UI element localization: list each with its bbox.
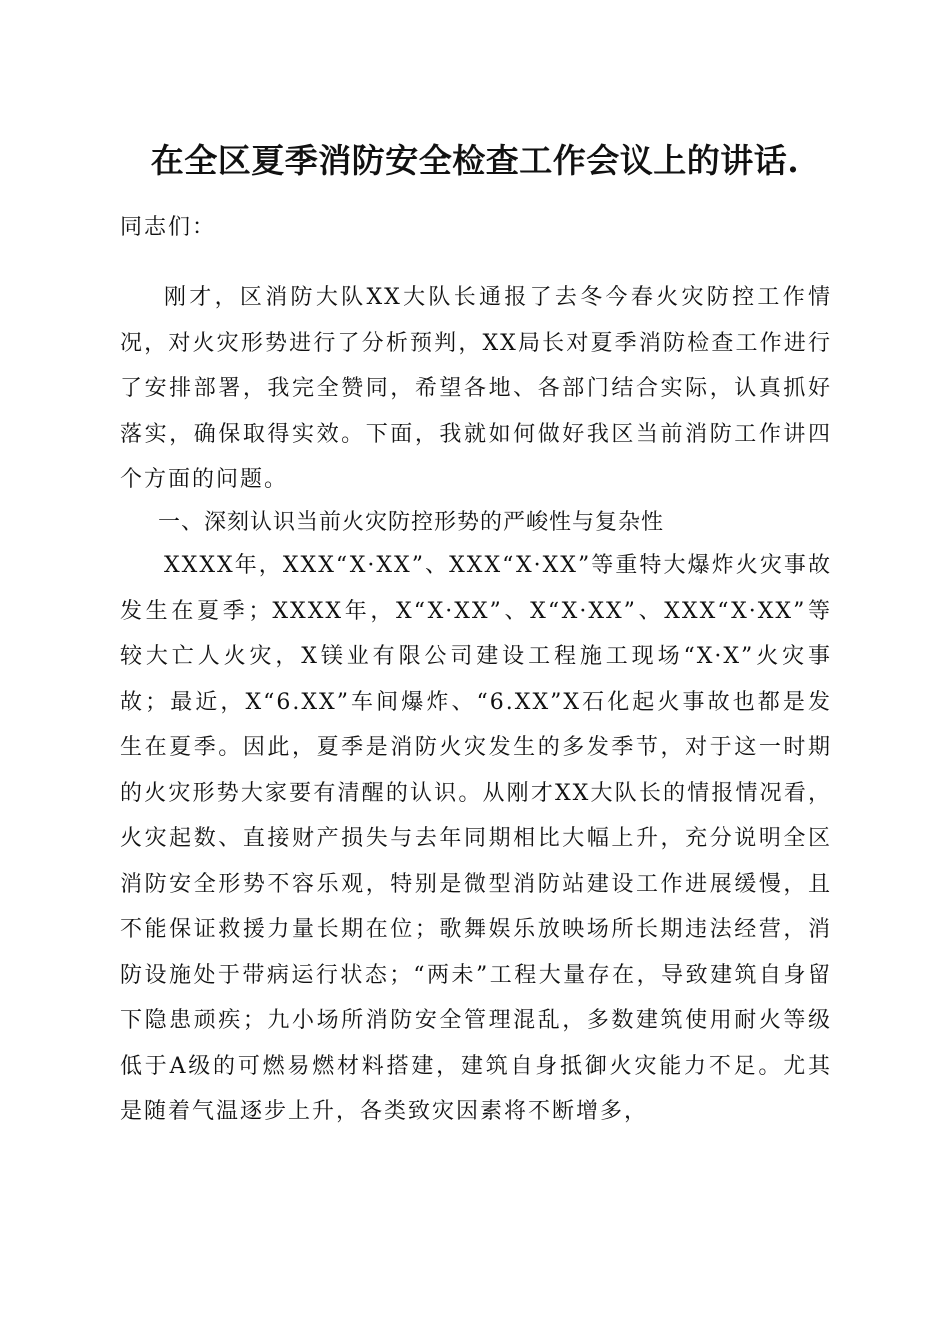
paragraph-fire-situation: XXXX年，XXX“X·XX”、XXX“X·XX”等重特大爆炸火灾事故发生在夏季；XXXX年，X“X·XX”、X“X·XX”、XXX“X·XX”等较大亡人火灾，X镁业有限公司建设工程施工现场“X·X”火灾事故；最近，X“6.XX”车间爆炸、“6.XX”X石化起火事故也都是发生在夏季。因此，夏季是消防火灾发生的多发季节，对于这一时期的火灾形势大家要有清醒的认识。从刚才XX大队长的情报情况看，火灾起数、直接财产损失与去年同期相比大幅上升，充分说明全区消防安全形势不容乐观，特别是微型消防站建设工作进展缓慢，且不能保证救援力量长期在位；歌舞娱乐放映场所长期违法经营，消防设施处于带病运行状态；“两未”工程大量存在，导致建筑自身留下隐患顽疾；九小场所消防安全管理混乱，多数建筑使用耐火等级低于A级的可燃易燃材料搭建，建筑自身抵御火灾能力不足。尤其是随着气温逐步上升，各类致灾因素将不断增多， — [120, 553, 832, 1124]
section-heading-1: 一、深刻认识当前火灾防控形势的严峻性与复杂性 — [158, 510, 665, 535]
paragraph-intro: 刚才，区消防大队XX大队长通报了去冬今春火灾防控工作情况，对火灾形势进行了分析预判，XX局长对夏季消防检查工作进行了安排部署，我完全赞同，希望各地、各部门结合实际，认真抓好落实，确保取得实效。下面，我就如何做好我区当前消防工作讲四个方面的问题。 — [120, 285, 832, 492]
document-title: 在全区夏季消防安全检查工作会议上的讲话. — [150, 141, 800, 180]
salutation: 同志们： — [120, 215, 217, 240]
